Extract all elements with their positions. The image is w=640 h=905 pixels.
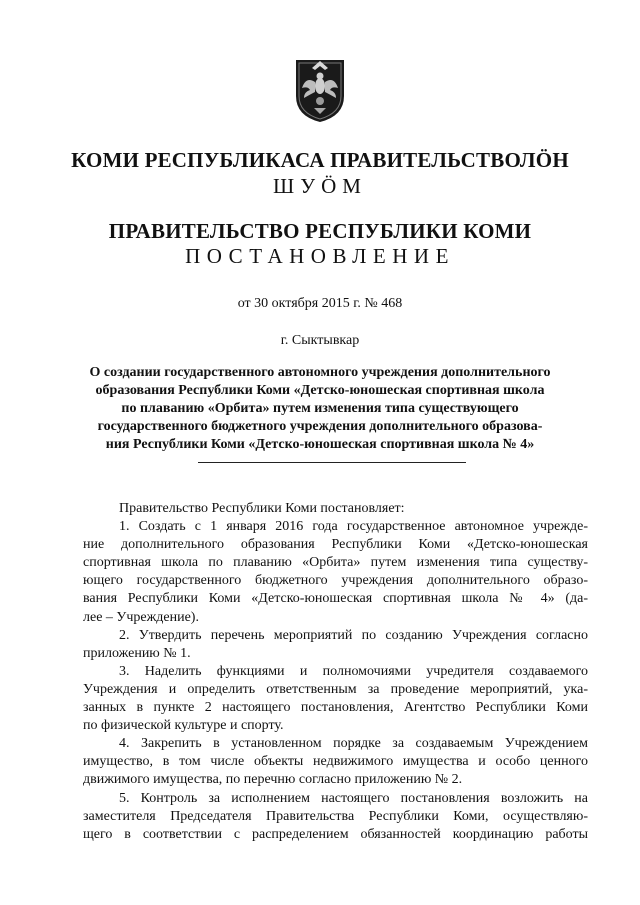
title-line: ния Республики Коми «Детско-юношеская спортивная школа № 4» xyxy=(105,437,535,452)
title-divider xyxy=(198,462,466,463)
title-line: по плаванию «Орбита» путем изменения типа существующего xyxy=(121,401,519,416)
decree-date-number: от 30 октября 2015 г. № 468 xyxy=(237,296,403,311)
body-line: движимого имущества, по перечню согласно приложению № 2. xyxy=(83,772,463,788)
body-line: ние дополнительного образования Республики Коми «Детско-юношеская xyxy=(83,537,588,553)
body-line: Учреждения и определить ответственным за проведение мероприятий, ука- xyxy=(83,681,588,697)
body-line: по физической культуре и спорту. xyxy=(83,718,284,734)
body-line: ющего государственного бюджетного учреждения дополнительного образо- xyxy=(83,573,588,589)
body-line: 4. Закрепить в установленном порядке за создаваемым Учреждением xyxy=(119,736,588,752)
body-line: 5. Контроль за исполнением настоящего постановления возложить на xyxy=(119,790,588,806)
body-line: занных в пункте 2 настоящего постановления, Агентство Республики Коми xyxy=(83,700,588,716)
body-line: 1. Создать с 1 января 2016 года государственное автономное учрежде- xyxy=(119,519,588,535)
body-line: Правительство Республики Коми постановляет: xyxy=(119,501,405,516)
title-line: образования Республики Коми «Детско-юношеская спортивная школа xyxy=(95,383,545,398)
russian-government-title: ПРАВИТЕЛЬСТВО РЕСПУБЛИКИ КОМИ xyxy=(108,219,532,243)
body-line: спортивная школа по плаванию «Орбита» путем изменения типа существу- xyxy=(83,555,588,571)
decree-title xyxy=(70,364,570,454)
body-line: щего в соответствии с распределением обязанностей координацию работы xyxy=(83,826,588,842)
decree-body xyxy=(83,500,588,844)
body-line: лее – Учреждение). xyxy=(83,609,199,625)
body-line: вания Республики Коми «Детско-юношеская спортивная школа № 4» (да- xyxy=(83,591,588,607)
komi-government-title: КОМИ РЕСПУБЛИКАСА ПРАВИТЕЛЬСТВОЛӦН xyxy=(71,148,569,172)
title-line: О создании государственного автономного учреждения дополнительного xyxy=(89,365,551,380)
russian-document-type: ПОСТАНОВЛЕНИЕ xyxy=(185,244,455,268)
body-line: 2. Утвердить перечень мероприятий по созданию Учреждения согласно xyxy=(119,627,588,643)
body-line: имущество, в том числе объекты недвижимого имущества и особо ценного xyxy=(83,754,588,770)
body-line: 3. Наделить функциями и полномочиями учредителя создаваемого xyxy=(119,663,588,679)
body-line: приложению № 1. xyxy=(83,645,191,661)
title-line: государственного бюджетного учреждения дополнительного образова- xyxy=(97,419,543,434)
body-line: заместителя Председателя Правительства Республики Коми, осуществляю- xyxy=(83,808,588,824)
decree-city: г. Сыктывкар xyxy=(280,333,360,348)
komi-coat-of-arms-icon xyxy=(292,56,348,124)
komi-document-type: ШУӦМ xyxy=(273,174,367,198)
